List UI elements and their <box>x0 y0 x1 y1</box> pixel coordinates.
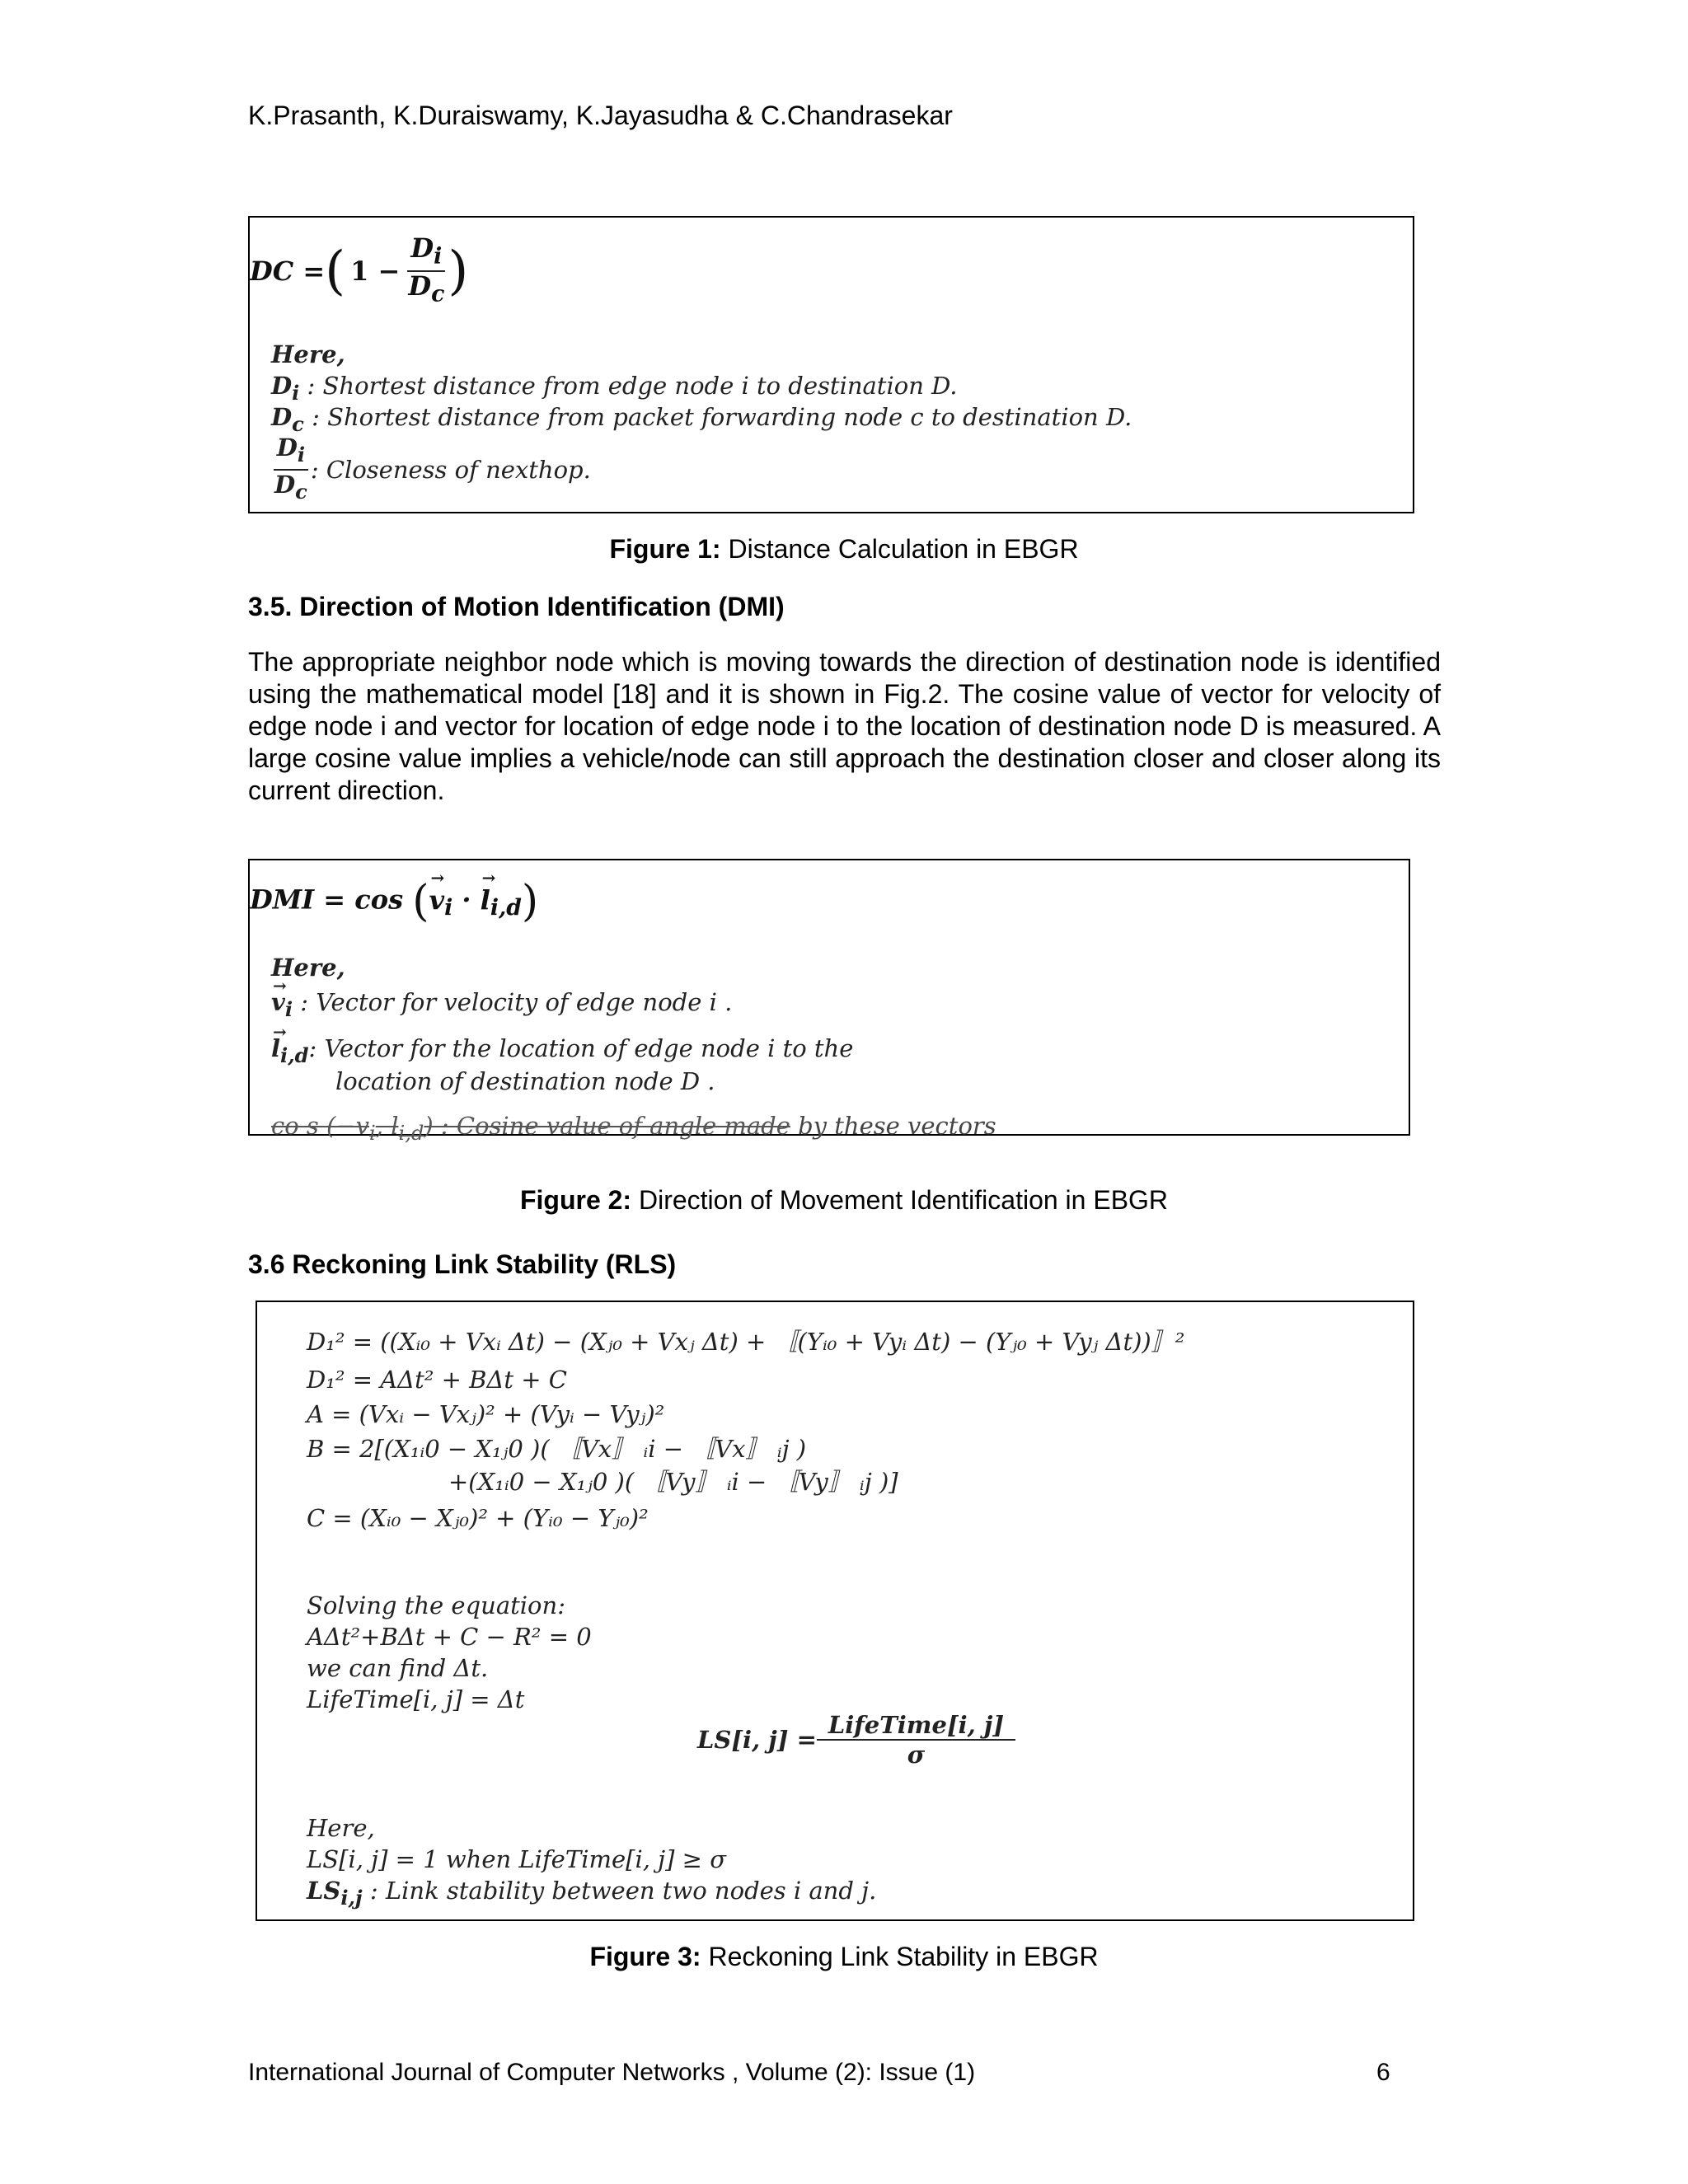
solving-label: Solving the equation: <box>307 1591 565 1619</box>
figure-2-box <box>248 859 1410 1145</box>
figure-3-box <box>256 1301 1414 1921</box>
figure-2-caption: Figure 2: Direction of Movement Identification in EBGR <box>519 1185 1169 1215</box>
figure-3-def-ls: $LS_{i,j}$ : Link stability between two nodes i and j. <box>307 1877 877 1910</box>
fraction-numerator: D <box>410 232 434 264</box>
eq-ls-when: LS[i, j] = 1 when LifeTime[i, j] ≥ σ <box>307 1845 726 1873</box>
eq-ls: LS[i, j] = $\frac{\text{LifeTime[i, j]}}{\sigma}$ <box>697 1711 1015 1769</box>
figure-1-def-ratio: $\frac{D_i}{D_c}$ : Closeness of nexthop. <box>274 434 591 504</box>
eq-b: B = 2[(X₁ᵢ0 − X₁ⱼ0 )( 〚Vx〛 ᵢi − 〚Vx〛 ᵢj ) <box>307 1435 807 1463</box>
figure-3-caption: Figure 3: Reckoning Link Stability in EBGR <box>589 1942 1099 1971</box>
footer-journal: International Journal of Computer Networks , Volume (2): Issue (1) <box>248 2059 976 2086</box>
figure-1-caption: Figure 1: Distance Calculation in EBGR <box>609 534 1079 564</box>
figure-2-def-cos: co s ($-v_i$, $l_{i,d}$) : Cosine value of angle made by these vectors <box>271 1112 996 1145</box>
figure-1-def-di: $D_i$ : Shortest distance from edge node i to destination D. <box>271 372 958 405</box>
eq-c: C = (Xᵢ₀ − Xⱼ₀)² + (Yᵢ₀ − Yⱼ₀)² <box>307 1504 649 1532</box>
close-paren: ) <box>448 241 469 302</box>
figure-1-here: Here, <box>271 340 345 368</box>
formula-lhs: DC = <box>250 255 326 288</box>
running-header-authors: K.Prasanth, K.Duraiswamy, K.Jayasudha & C.Chandrasekar <box>248 101 953 130</box>
eq-d1-squared-expanded: D₁² = ((Xᵢ₀ + Vxᵢ Δt) − (Xⱼ₀ + Vxⱼ Δt) + 〚(Yᵢ₀ + Vyᵢ Δt) − (Yⱼ₀ + Vyⱼ Δt))〛² <box>307 1328 1185 1356</box>
figure-2-def-lid: → $l_{i,d}$: Vector for the location of edge node i to the <box>271 1033 853 1071</box>
open-paren: ( <box>325 241 346 302</box>
fraction-denominator: D <box>408 270 432 302</box>
page-number: 6 <box>1376 2059 1390 2086</box>
figure-1-box <box>248 216 1414 513</box>
figure-1-formula <box>250 234 468 309</box>
figure-3-here: Here, <box>307 1814 375 1842</box>
body-paragraph: The appropriate neighbor node which is moving towards the direction of destination node is identified using the mathematical model [18] and it is shown in Fig.2. The cosine value of vector for velocity of edge node i and vector for location of edge node i to the location of destination node D is measured. A large cosine value implies a vehicle/node can still approach the destination closer and closer along its current direction. <box>248 647 1441 805</box>
figure-2-here: Here, <box>271 954 345 982</box>
figure-2-def-lid-cont: location of destination node D . <box>335 1067 715 1095</box>
section-3-5-heading: 3.5. Direction of Motion Identification (DMI) <box>248 592 785 621</box>
eq-lifetime: LifeTime[i, j] = Δt <box>307 1685 525 1713</box>
figure-2-def-vi: → $v_i$ : Vector for velocity of edge node i . <box>271 987 732 1024</box>
figure-1-def-dc: $D_c$ : Shortest distance from packet forwarding node c to destination D. <box>271 403 1132 436</box>
eq-b-cont: +(X₁ᵢ0 − X₁ⱼ0 )( 〚Vy〛 ᵢi − 〚Vy〛 ᵢj )] <box>448 1468 898 1496</box>
figure-2-formula: DMI = cos (→ $v_i$ · → $l_{i,d}$) <box>250 875 538 928</box>
numerator-sub: i <box>434 243 443 269</box>
eq-solve: AΔt²+BΔt + C − R² = 0 <box>307 1623 592 1651</box>
section-3-6-heading: 3.6 Reckoning Link Stability (RLS) <box>248 1249 677 1279</box>
formula-one: 1 − <box>350 255 401 288</box>
eq-d1-quadratic: D₁² = AΔt² + BΔt + C <box>307 1366 567 1394</box>
formula-fraction <box>405 234 448 309</box>
denominator-sub: c <box>431 281 445 307</box>
eq-a: A = (Vxᵢ − Vxⱼ)² + (Vyᵢ − Vyⱼ)² <box>307 1400 665 1428</box>
find-label: we can find Δt. <box>307 1654 489 1682</box>
